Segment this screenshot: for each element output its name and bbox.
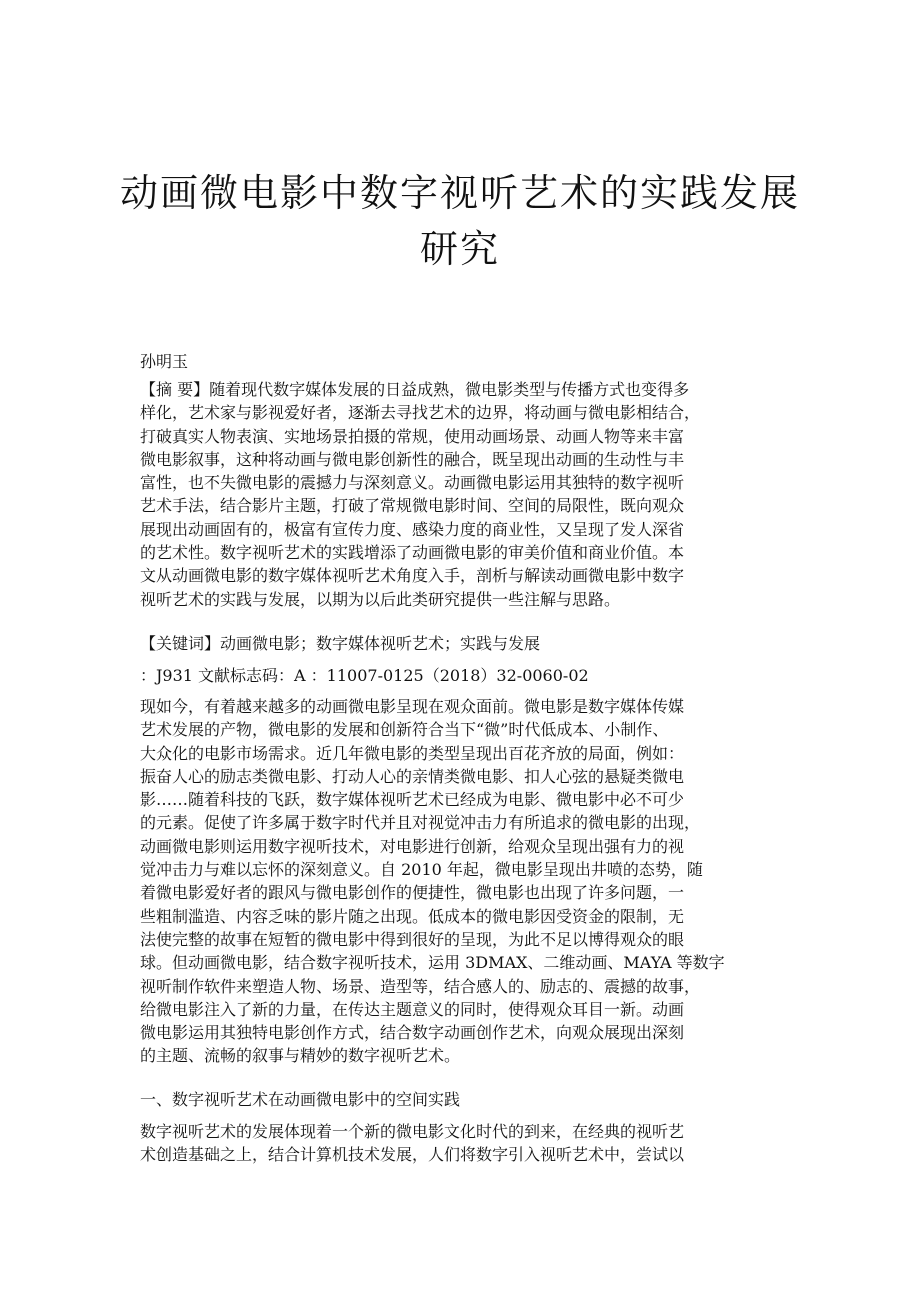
abstract-line: 文从动画微电影的数字媒体视听艺术角度入手，剖析与解读动画微电影中数字: [140, 566, 685, 586]
body-line: 些粗制滥造、内容乏味的影片随之出现。低成本的微电影因受资金的限制，无: [140, 906, 685, 926]
abstract-line: 艺术手法，结合影片主题，打破了常规微电影时间、空间的局限性，既向观众: [140, 496, 685, 516]
body-paragraph-section: [140, 1120, 780, 1167]
abstract-line: 打破真实人物表演、实地场景拍摄的常规，使用动画场景、动画人物等来丰富: [140, 426, 685, 446]
body-line: 数字视听艺术的发展体现着一个新的微电影文化时代的到来，在经典的视听艺: [140, 1122, 685, 1141]
abstract-line: 视听艺术的实践与发展，以期为以后此类研究提供一些注解与思路。: [140, 589, 621, 609]
body-paragraph-intro: [140, 695, 780, 1068]
body-line: 影……随着科技的飞跃，数字媒体视听艺术已经成为电影、微电影中必不可少: [140, 790, 685, 810]
section-heading: 一、数字视听艺术在动画微电影中的空间实践: [140, 1090, 461, 1109]
body-line: 球。但动画微电影，结合数字视听技术，运用 3DMAX、二维动画、MAYA 等数字: [140, 953, 725, 973]
title-line-1: 动画微电影中数字视听艺术的实践发展: [119, 171, 800, 215]
author-name: 孙明玉: [140, 352, 189, 371]
body-line: 动画微电影则运用数字视听技术，对电影进行创新，给观众呈现出强有力的视: [140, 836, 685, 856]
body-line: 视听制作软件来塑造人物、场景、造型等，结合感人的、励志的、震撼的故事，: [140, 976, 701, 996]
body-line: 觉冲击力与难以忘怀的深刻意义。自 2010 年起，微电影呈现出井喷的态势，随: [140, 860, 703, 880]
body-line: 给微电影注入了新的力量，在传达主题意义的同时，使得观众耳目一新。动画: [140, 999, 685, 1019]
abstract-line: 的艺术性。数字视听艺术的实践增添了动画微电影的审美价值和商业价值。本: [140, 543, 685, 563]
abstract-line: 富性，也不失微电影的震撼力与深刻意义。动画微电影运用其独特的数字视听: [140, 473, 685, 493]
classification-code: ：J931 文献标志码：A ：11007-0125（2018）32-0060-02: [140, 666, 589, 685]
body-line: 艺术发展的产物，微电影的发展和创新符合当下“微”时代低成本、小制作、: [140, 720, 669, 740]
body-line: 微电影运用其独特电影创作方式，结合数字动画创作艺术，向观众展现出深刻: [140, 1023, 685, 1043]
body-line: 大众化的电影市场需求。近几年微电影的类型呈现出百花齐放的局面，例如：: [140, 743, 685, 763]
body-line: 法使完整的故事在短暂的微电影中得到很好的呈现，为此不足以博得观众的眼: [140, 929, 685, 949]
body-line: 的主题、流畅的叙事与精妙的数字视听艺术。: [140, 1046, 461, 1066]
abstract-line: 微电影叙事，这种将动画与微电影创新性的融合，既呈现出动画的生动性与丰: [140, 449, 685, 469]
paper-title: [100, 165, 820, 277]
abstract: [140, 378, 780, 611]
abstract-line: 样化，艺术家与影视爱好者，逐渐去寻找艺术的边界，将动画与微电影相结合，: [140, 403, 701, 423]
keywords: 【关键词】动画微电影；数字媒体视听艺术；实践与发展: [140, 634, 541, 653]
body-line: 现如今，有着越来越多的动画微电影呈现在观众面前。微电影是数字媒体传媒: [140, 697, 685, 716]
body-line: 的元素。促使了许多属于数字时代并且对视觉冲击力有所追求的微电影的出现，: [140, 813, 701, 833]
body-line: 着微电影爱好者的跟风与微电影创作的便捷性，微电影也出现了许多问题，一: [140, 883, 685, 903]
body-line: 振奋人心的励志类微电影、打动人心的亲情类微电影、扣人心弦的悬疑类微电: [140, 766, 685, 786]
title-line-2: 研究: [419, 227, 500, 271]
abstract-line: 【摘 要】随着现代数字媒体发展的日益成熟，微电影类型与传播方式也变得多: [140, 380, 690, 399]
abstract-line: 展现出动画固有的，极富有宣传力度、感染力度的商业性，又呈现了发人深省: [140, 519, 685, 539]
body-line: 术创造基础之上，结合计算机技术发展，人们将数字引入视听艺术中，尝试以: [140, 1145, 685, 1165]
